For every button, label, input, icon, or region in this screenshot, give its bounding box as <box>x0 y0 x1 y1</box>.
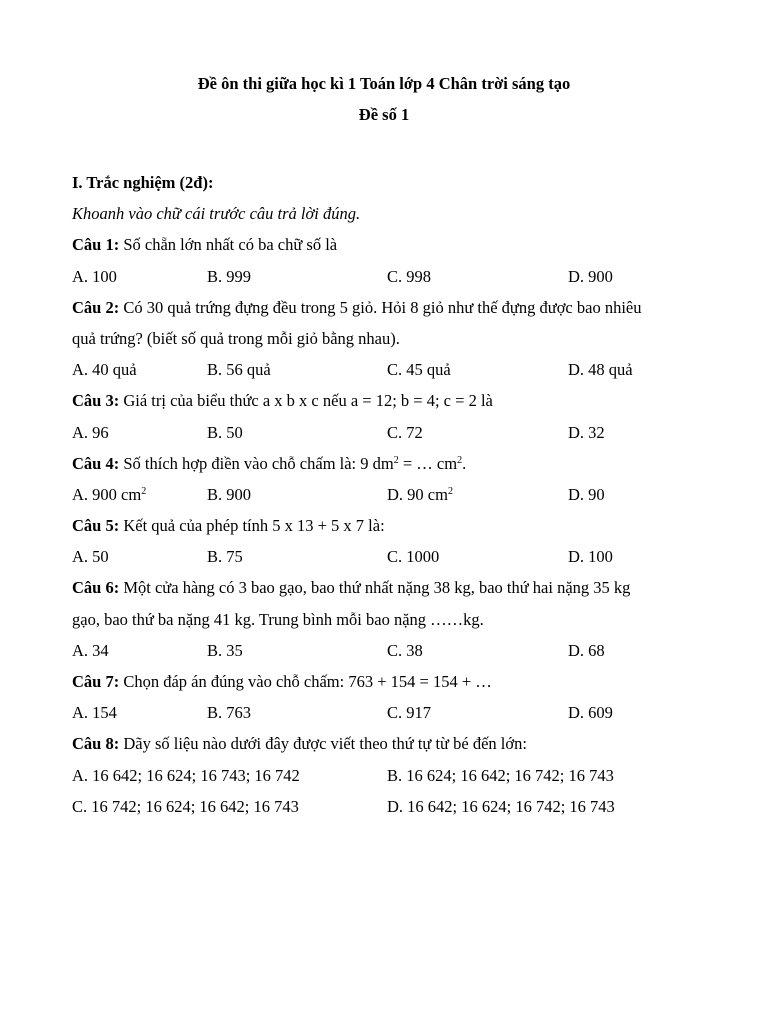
question-label: Câu 7: <box>72 672 120 691</box>
question-6-options <box>72 635 692 666</box>
option-d[interactable]: D. 48 quả <box>568 360 633 380</box>
option-b[interactable]: B. 50 <box>207 422 243 442</box>
option-d[interactable] <box>568 479 605 510</box>
question-text: Số thích hợp điền vào chỗ chấm là: 9 dm <box>123 453 394 473</box>
question-text: Một cửa hàng có 3 bao gạo, bao thứ nhất nặng 38 kg, bao thứ hai nặng 35 kg <box>123 578 631 598</box>
question-label: Câu 8: <box>72 734 120 754</box>
option-c[interactable]: C. 917 <box>387 703 432 723</box>
option-b[interactable] <box>207 479 251 510</box>
question-2-options <box>72 354 692 385</box>
option-c[interactable]: C. 72 <box>387 422 423 442</box>
option-a[interactable]: A. 154 <box>72 703 117 723</box>
question-2-continued: quả trứng? (biết số quả trong mỗi giỏ bằng nhau). <box>72 328 400 348</box>
question-4 <box>72 448 692 479</box>
option-c[interactable]: C. 1000 <box>387 547 440 567</box>
question-text: . <box>462 453 467 473</box>
question-8 <box>72 728 692 759</box>
document-subtitle: Đề số 1 <box>358 105 410 124</box>
document-title: Đề ôn thi giữa học kì 1 Toán lớp 4 Chân trời sáng tạo <box>197 74 571 93</box>
option-a[interactable]: A. 40 quả <box>72 360 137 380</box>
superscript: 2 <box>447 485 453 497</box>
option-b[interactable]: B. 999 <box>207 266 252 286</box>
option-d[interactable]: D. 68 <box>568 640 605 660</box>
question-text: Kết quả của phép tính 5 x 13 + 5 x 7 là: <box>123 516 385 536</box>
option-d[interactable]: D. 16 642; 16 624; 16 742; 16 743 <box>387 796 615 816</box>
question-8-options-row-1 <box>72 760 692 791</box>
question-6 <box>72 572 692 603</box>
option-text: B. 900 <box>207 484 252 504</box>
question-label: Câu 4: <box>72 453 120 473</box>
option-b[interactable]: B. 75 <box>207 547 243 567</box>
section-heading: I. Trắc nghiệm (2đ): <box>72 173 214 192</box>
question-3 <box>72 385 692 416</box>
option-c[interactable]: C. 45 quả <box>387 360 451 380</box>
question-text: Chọn đáp án đúng vào chỗ chấm: 763 + 154 = 154 + … <box>123 672 492 691</box>
question-4-options <box>72 479 692 510</box>
option-a[interactable]: A. 96 <box>72 422 109 442</box>
question-label: Câu 2: <box>72 297 120 317</box>
question-7-options <box>72 697 692 728</box>
question-5 <box>72 510 692 541</box>
option-a[interactable]: A. 34 <box>72 640 109 660</box>
document-content <box>72 167 692 822</box>
option-a[interactable]: A. 50 <box>72 547 109 567</box>
option-c[interactable]: C. 16 742; 16 624; 16 642; 16 743 <box>72 796 299 816</box>
option-c[interactable] <box>387 479 453 510</box>
question-6-continued: gạo, bao thứ ba nặng 41 kg. Trung bình mỗi bao nặng ……kg. <box>72 609 484 629</box>
option-b[interactable]: B. 16 624; 16 642; 16 742; 16 743 <box>387 765 614 785</box>
option-a[interactable]: A. 100 <box>72 266 117 286</box>
question-text: = … cm <box>398 453 458 473</box>
section-instruction: Khoanh vào chữ cái trước câu trả lời đúng. <box>72 204 361 224</box>
question-text: Dãy số liệu nào dưới đây được viết theo thứ tự từ bé đến lớn: <box>123 734 527 754</box>
option-text: D. 90 cm <box>387 484 448 504</box>
question-text: Giá trị của biểu thức a x b x c nếu a = 12; b = 4; c = 2 là <box>123 391 493 411</box>
option-text: D. 90 <box>568 484 605 504</box>
option-a[interactable] <box>72 479 146 510</box>
option-b[interactable]: B. 763 <box>207 703 252 723</box>
superscript: 2 <box>393 454 399 466</box>
option-d[interactable]: D. 609 <box>568 703 613 723</box>
option-c[interactable]: C. 998 <box>387 266 432 286</box>
question-3-options <box>72 417 692 448</box>
option-d[interactable]: D. 900 <box>568 266 613 286</box>
question-8-options-row-2 <box>72 791 692 822</box>
question-7 <box>72 666 692 697</box>
question-label: Câu 6: <box>72 578 120 598</box>
question-label: Câu 5: <box>72 516 120 536</box>
question-text: Số chẵn lớn nhất có ba chữ số là <box>123 235 338 255</box>
option-b[interactable]: B. 56 quả <box>207 360 271 380</box>
option-c[interactable]: C. 38 <box>387 640 423 660</box>
question-1-options <box>72 261 692 292</box>
question-label: Câu 1: <box>72 235 120 255</box>
question-2 <box>72 292 692 323</box>
option-text: A. 900 cm <box>72 484 142 504</box>
question-label: Câu 3: <box>72 391 120 411</box>
question-1 <box>72 229 692 260</box>
option-d[interactable]: D. 32 <box>568 422 605 442</box>
question-text: Có 30 quả trứng đựng đều trong 5 giỏ. Hỏi 8 giỏ như thế đựng được bao nhiêu <box>123 297 642 317</box>
question-5-options <box>72 541 692 572</box>
option-b[interactable]: B. 35 <box>207 640 243 660</box>
option-a[interactable]: A. 16 642; 16 624; 16 743; 16 742 <box>72 765 300 785</box>
superscript: 2 <box>141 485 147 497</box>
option-d[interactable]: D. 100 <box>568 547 613 567</box>
superscript: 2 <box>457 454 463 466</box>
